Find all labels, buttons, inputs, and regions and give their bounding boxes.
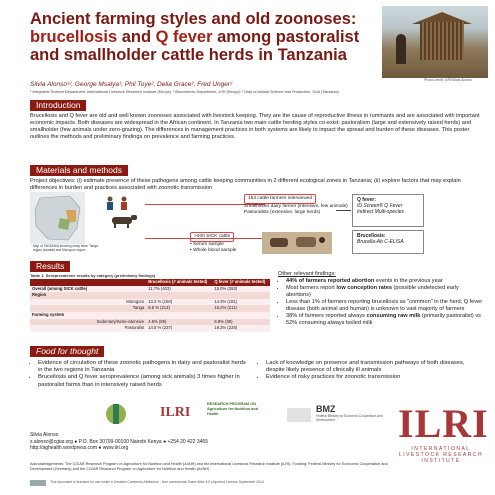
table-row: Morogoro 13.3 % (150) 14.3% (181) <box>30 299 270 306</box>
cattle-title: >400 SICK cattle <box>190 232 234 242</box>
arrow-to-tests <box>336 210 351 211</box>
poster-title <box>30 10 370 64</box>
other-findings <box>278 271 483 327</box>
license-text: This document is licensed for use under a Creative Commons Attribution - Non commercial-Share Alike 4.0 Unported License September 2014 <box>50 480 264 484</box>
title-line-3: and smallholder cattle herds in Tanzania <box>30 46 347 64</box>
list-item: • Evidence of circulation of these zoonotic pathogens in dairy and pastoralist herds in the two regions in Tanzania <box>38 360 250 374</box>
title-line-1: Ancient farming styles and old zoonoses: <box>30 10 357 28</box>
cattle-photo <box>262 232 332 254</box>
bmz-logo: BMZ Federal Ministry for Economic Cooperation and Development <box>316 404 383 422</box>
contact-line-1[interactable]: s.alonso@cgiar.org ● P.O. Box 30709-00100 Nairobi Kenya ● +254 20 422 3465 <box>30 438 208 445</box>
list-item: • Evidence of risky practices for zoonotic transmission <box>266 374 483 381</box>
contact-block <box>30 432 208 452</box>
methods-text: Project objectives: (i) estimate presence of these pathogens among cattle keeping communities in 2 different ecological zones in Tanzania; (ii) explore factors that may explain differences in burden and practices associated with zoonotic transmission <box>30 178 461 191</box>
table-header <box>92 279 146 286</box>
farmers-box <box>244 194 348 216</box>
contact-line-2[interactable]: http://aghealth.wordpress.com ● www.ilri.org <box>30 445 129 451</box>
ilri-logo: ILRI INTERNATIONAL LIVESTOCK RESEARCH INSTITUTE <box>398 401 489 464</box>
hut-photo <box>382 6 488 78</box>
contact-name: Silvia Alonso <box>30 432 59 438</box>
section-food-for-thought: Food for thought <box>30 346 104 357</box>
acknowledgements: Acknowledgements: The CGIAR Research Program on Agriculture for Nutrition and Health (A4NH) and the International Livestock Research Institute (ILRI). Funding: Federal Ministry for Economic Cooperation and Development (Germany) and the CGIAR Research Program on Agriculture for Nutrition and Health (A4NH) <box>30 462 388 471</box>
table-row: Region <box>30 292 270 299</box>
flag-icon <box>287 408 311 422</box>
food-right-column <box>258 360 483 382</box>
ilri-small-logo: ILRI <box>160 405 191 420</box>
table-header: Q fever (# animals tested) <box>212 279 270 286</box>
map-caption: Map of TANZANIA showing study sites: Tanga region (coastal) and Morogoro region <box>33 244 98 252</box>
list-item: • 38% of farmers reported always consuming raw milk (primarily pastoralist) vs 52% consuming always boiled milk <box>286 313 483 327</box>
affiliations: ¹ Integrated Science Department, International Livestock Research Institute (Kenya); ² Biosciences Department, ILRI (Kenya); ³ Dept of Animal Science and Production, SUA (Tanzania) <box>30 90 339 94</box>
table-row: Tanga 8.5 % (213) 15.2% (211) <box>30 305 270 312</box>
table-row: Pastoralist 14.8 % (237) 19.3% (228) <box>30 325 270 332</box>
findings-title: Other relevant findings: <box>278 271 336 277</box>
table-header: Brucellosis (# animals tested) <box>146 279 212 286</box>
smallholder-label: Smallholder dairy farmer (intensive, few animals) <box>244 204 348 209</box>
brucellosis-test: Brucella-Ab C-ELISA <box>357 239 404 245</box>
table-header <box>30 279 92 286</box>
seroprevalence-table <box>30 279 270 332</box>
table-row: Farming system <box>30 312 270 319</box>
section-methods: Materials and methods <box>30 165 128 176</box>
intro-text: Brucellosis and Q fever are old and well known zoonoses associated with livestock keeping. They are the cause of reproductive illness in ruminants and are associated with important economic impacts. Both diseases are widespread in the African continent. In Tanzania two main cattle herding styles co-exist: pastoralism (large and extensively raised herds) and smallholder (few animals under zero-grazing). The differences in management practices in both systems are likely to impact the spread and burden of these diseases. This poster outlines the methods and preliminary findings on prevalence and farming practices. <box>30 113 480 140</box>
qfever-title: Q fever: <box>357 197 376 203</box>
food-left-column <box>30 360 250 389</box>
cgiar-logo <box>98 402 134 430</box>
a4nh-logo: RESEARCH PROGRAM ON Agriculture for Nutrition and Health <box>207 402 259 416</box>
cow-icon <box>108 214 140 228</box>
table-caption: Table 1. Seroprevalence results by category (preliminary findings) <box>30 273 156 278</box>
list-item: • Less than 1% of farmers reporting brucellosis as "common" in the herd; Q fever disease (both animal and human) is unknown to vast majority of farmers <box>286 299 483 313</box>
cattle-box <box>190 232 260 254</box>
list-item: • Brucellosis and Q fever seroprevalence (among sick animals) 3 times higher in pastoralist farms than in intensively raised herds <box>38 374 250 388</box>
table-row: Overall (among SICK cattle) 11.7% (403) 15.0% (393) <box>30 286 270 293</box>
blood-label: • Whole blood sample <box>190 248 237 253</box>
brucellosis-test-box <box>352 230 424 254</box>
section-results: Results <box>30 261 70 272</box>
list-item: • Lack of knowledge on presence and transmission pathways of both diseases, despite likely presence of clinically ill animals <box>266 360 483 374</box>
pastoralist-label: Pastoralists (extensive, large herds) <box>244 210 321 215</box>
title-line-2: brucellosis and Q fever among pastoralist <box>30 28 360 46</box>
person-figure <box>396 34 406 64</box>
authors: Silvia Alonso¹², George Msalya³, Phil Toye², Delia Grace², Fred Unger² <box>30 81 233 88</box>
tanzania-map <box>30 192 85 244</box>
list-item: • 44% of farmers reported abortion events in the previous year <box>286 278 483 285</box>
brucellosis-title: Brucellosis: <box>357 233 386 239</box>
cc-license-icon <box>30 480 46 486</box>
photo-credit: Photo credit: ILRI/Silvia Alonso <box>424 78 472 82</box>
hut-wall <box>420 22 464 60</box>
qfever-test: ID Screen® Q Fever Indirect Multi-species <box>357 203 404 215</box>
farmers-title: 153 cattle farmers interviewed <box>244 194 316 204</box>
serum-label: • Serum sample <box>190 242 224 247</box>
qfever-test-box <box>352 194 424 227</box>
list-item: • Most farmers report low conception rates (possible undetected early abortions) <box>286 285 483 299</box>
section-introduction: Introduction <box>30 100 86 111</box>
table-row: Sedentary/Semi-intensive 4.5% (89) 6.8% (88) <box>30 319 270 326</box>
farmer-icon <box>102 196 142 210</box>
